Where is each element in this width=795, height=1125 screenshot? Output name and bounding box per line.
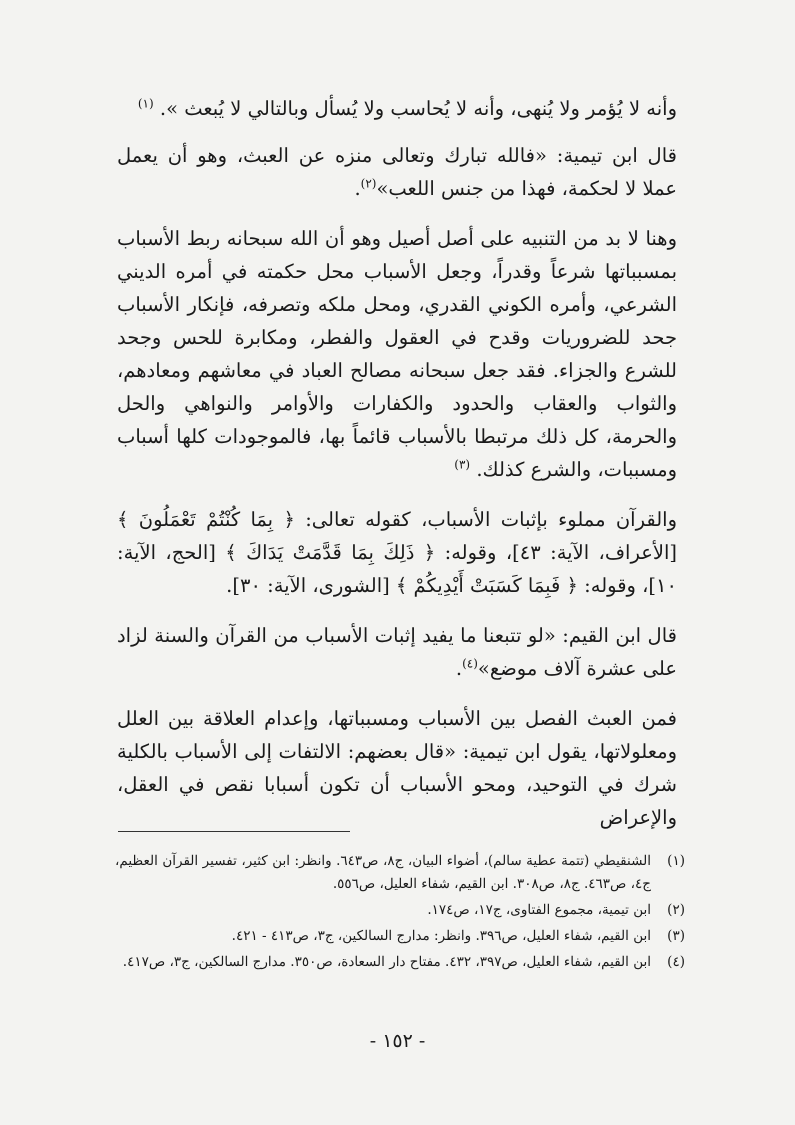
footnote-item <box>115 899 685 922</box>
footnote-divider <box>118 831 350 832</box>
paragraph-3-text: وهنا لا بد من التنبيه على أصل أصيل وهو أن الله سبحانه ربط الأسباب بمسبباتها شرعاً وقدراً، وجعل الأسباب محل حكمته في أمره الديني الشرعي، وأمره الكوني القدري، ومحل ملكه وتصرفه، فإنكار الأسباب جحد للضروريات وقدح في العقول والفطر، ومكابرة للحس وجحد للشرع والجزاء. فقد جعل سبحانه مصالح العباد في معاشهم ومعادهم، والثواب والعقاب والحدود والكفارات والأوامر والنواهي والحل والحرمة، كل ذلك مرتبطا بالأسباب قائماً بها، فالموجودات كلها أسباب ومسببات، والشرع كذلك. <box>117 227 677 481</box>
footnote-item <box>115 850 685 896</box>
paragraph-1-text: وأنه لا يُؤمر ولا يُنهى، وأنه لا يُحاسب ولا يُسأل وبالتالي لا يُبعث ». <box>159 97 677 120</box>
footnote-ref-4[interactable]: (٤) <box>462 656 478 671</box>
footnote-number: (٣) <box>667 928 685 944</box>
footnotes <box>115 850 685 977</box>
paragraph-5: قال ابن القيم: «لو تتبعنا ما يفيد إثبات الأسباب من القرآن والسنة لزاد على عشرة آلاف موضع»$^{(٤)}$. <box>117 624 677 680</box>
footnote-ref-1[interactable]: (١) <box>137 96 154 111</box>
footnote-text: ابن القيم، شفاء العليل، ص٣٩٧، ٤٣٢. مفتاح دار السعادة، ص٣٥٠. مدارج السالكين، ج٣، ص٤١٧. <box>122 954 651 970</box>
footnote-text: الشنقيطي (تتمة عطية سالم)، أضواء البيان، ج٨، ص٦٤٣. وانظر: ابن كثير، تفسير القرآن العظيم، ج٤، ص٤٦٣. ج٨، ص٣٠٨. ابن القيم، شفاء العليل، ص٥٥٦. <box>115 853 651 892</box>
footnote-item <box>115 925 685 948</box>
main-text <box>117 92 677 851</box>
footnote-number: (١) <box>667 853 685 869</box>
footnote-text: ابن تيمية، مجموع الفتاوى، ج١٧، ص١٧٤. <box>427 902 651 918</box>
paragraph-1 <box>117 92 677 125</box>
paragraph-2: قال ابن تيمية: «فالله تبارك وتعالى منزه عن العبث، وهو أن يعمل عملا لا لحكمة، فهذا من جنس اللعب»$^{(٢)}$. <box>117 144 677 200</box>
paragraph-6: فمن العبث الفصل بين الأسباب ومسبباتها، وإعدام العلاقة بين العلل ومعلولاتها، يقول ابن تيمية: «قال بعضهم: الالتفات إلى الأسباب بالكلية شرك في التوحيد، ومحو الأسباب أن تكون أسبابا نقص في العقل، والإعراض <box>117 707 677 829</box>
footnote-ref-2[interactable]: (٢) <box>360 176 377 191</box>
footnote-text: ابن القيم، شفاء العليل، ص٣٩٦. وانظر: مدارج السالكين، ج٣، ص٤١٣ - ٤٢١. <box>231 928 651 944</box>
footnote-number: (٢) <box>667 902 685 918</box>
footnote-ref-3[interactable]: (٣) <box>454 457 471 472</box>
footnote-number: (٤) <box>667 954 685 970</box>
paragraph-4: والقرآن مملوء بإثبات الأسباب، كقوله تعالى: ﴿ بِمَا كُنْتُمْ تَعْمَلُونَ ﴾ [الأعراف، الآية: ٤٣]، وقوله: ﴿ ذَلِكَ بِمَا قَدَّمَتْ يَدَاكَ ﴾ [الحج، الآية: ١٠]، وقوله: ﴿ فَبِمَا كَسَبَتْ أَيْدِيكُمْ ﴾ [الشورى، الآية: ٣٠]. <box>117 508 678 597</box>
paragraph-2-text: قال ابن تيمية: «فالله تبارك وتعالى منزه عن العبث، وهو أن يعمل عملا لا لحكمة، فهذا من جنس اللعب» <box>117 144 677 200</box>
footnote-item <box>115 951 685 974</box>
page-number: - ١٥٢ - <box>369 1030 426 1052</box>
paragraph-3 <box>117 222 677 486</box>
paragraph-5-text: قال ابن القيم: «لو تتبعنا ما يفيد إثبات الأسباب من القرآن والسنة لزاد على عشرة آلاف موضع» <box>117 624 677 680</box>
